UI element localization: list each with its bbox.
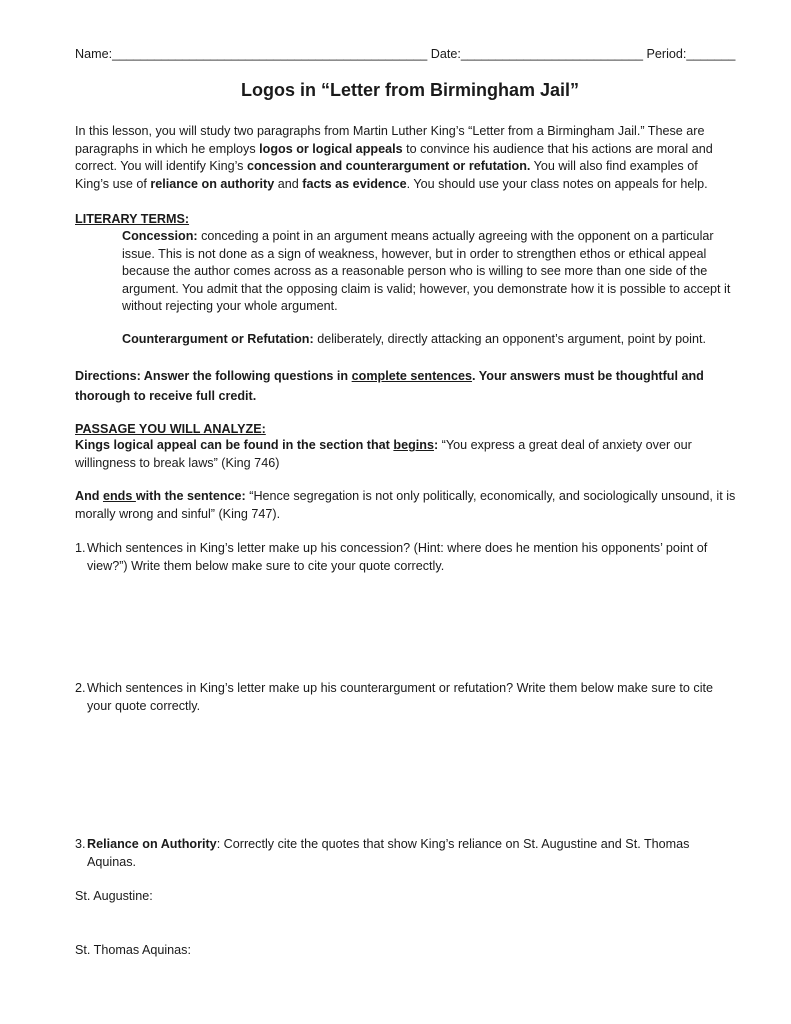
concession-definition [122, 228, 737, 316]
intro-bold-facts: facts as evidence [302, 176, 407, 191]
question-text: Which sentences in King’s letter make up his concession? (Hint: where does he mention his opponents’ point of view?”) Write them below make sure to cite your quote correctly. [87, 541, 708, 573]
intro-bold-concession: concession and counterargument or refutation. [246, 159, 531, 174]
name-label: Name: [75, 47, 113, 61]
ends-underlined: ends [102, 489, 136, 503]
intro-bold-logos: logos or logical appeals [259, 141, 403, 156]
question-3 [75, 836, 740, 871]
intro-text: . You should use your class notes on appeals for help. [406, 176, 708, 191]
ends-label: with the sentence: [135, 489, 246, 503]
question-2 [75, 680, 740, 715]
counter-text: deliberately, directly attacking an opponent’s argument, point by point. [313, 332, 706, 346]
period-field[interactable]: _______ [686, 47, 736, 61]
begins-quote: “You express a great deal of anxiety over our willingness to break laws” (King 746) [75, 438, 692, 470]
page-title: Logos in “Letter from Birmingham Jail” [240, 80, 580, 100]
question-text: Which sentences in King’s letter make up his counterargument or refutation? Write them below make sure to cite your quote correctly. [87, 681, 714, 713]
aquinas-answer-label: St. Thomas Aquinas: [75, 943, 191, 957]
begins-underlined: begins [393, 438, 434, 452]
name-field[interactable]: _____________________________________________ [112, 47, 428, 61]
question-text [87, 836, 740, 871]
question-number: 1. [75, 541, 86, 555]
directions-underlined: complete sentences [351, 369, 473, 383]
directions-text: . Your answers must be thoughtful and thorough to receive full credit. [75, 369, 704, 403]
concession-text: conceding a point in an argument means actually agreeing with the opponent on a particular issue. This is not done as a sign of weakness, however, but in order to strengthen ethos or ethical appeal because the author comes across as a reasonable person who is willing to see more than one side of the argument. You admit that the opposing claim is valid; however, you demonstrate how it is possible to accept it without rejecting your whole argument. [122, 229, 731, 314]
question-number: 2. [75, 681, 86, 695]
counter-term: Counterargument or Refutation: [122, 332, 314, 346]
passage-heading: PASSAGE YOU WILL ANALYZE: [75, 422, 266, 436]
intro-text: You will also find examples of King’s use of [75, 159, 698, 191]
augustine-answer-label: St. Augustine: [75, 889, 153, 903]
student-info-line [75, 46, 745, 64]
literary-terms-heading: LITERARY TERMS: [75, 212, 190, 226]
begins-label: Kings logical appeal can be found in the section that [75, 438, 394, 452]
intro-text: to convince his audience that his actions are moral and correct. You will identify King’s [75, 141, 713, 174]
question-bold: Reliance on Authority [87, 837, 217, 851]
passage-ends [75, 488, 740, 523]
directions [75, 366, 715, 406]
ends-label: And [75, 489, 103, 503]
period-label: Period: [646, 47, 687, 61]
counterargument-definition [122, 331, 762, 349]
concession-term: Concession: [122, 229, 198, 243]
question-1 [75, 540, 740, 575]
passage-begins [75, 437, 715, 472]
intro-text: In this lesson, you will study two paragraphs from Martin Luther King’s “Letter from a Birmingham Jail.” These are paragraphs in which he employs [75, 124, 705, 156]
intro-paragraph [75, 123, 735, 193]
question-number: 3. [75, 837, 86, 851]
ends-quote: “Hence segregation is not only politically, economically, and sociologically unsound, it is morally wrong and sinful” (King 747). [75, 489, 736, 521]
intro-bold-authority: reliance on authority [150, 176, 275, 191]
intro-text: and [274, 176, 303, 191]
date-field[interactable]: __________________________ [460, 47, 643, 61]
question-body: : Correctly cite the quotes that show King’s reliance on St. Augustine and St. Thomas Aquinas. [87, 837, 690, 869]
date-label: Date: [430, 47, 461, 61]
directions-text: Directions: Answer the following questions in [75, 369, 352, 383]
begins-colon: : [433, 438, 439, 452]
